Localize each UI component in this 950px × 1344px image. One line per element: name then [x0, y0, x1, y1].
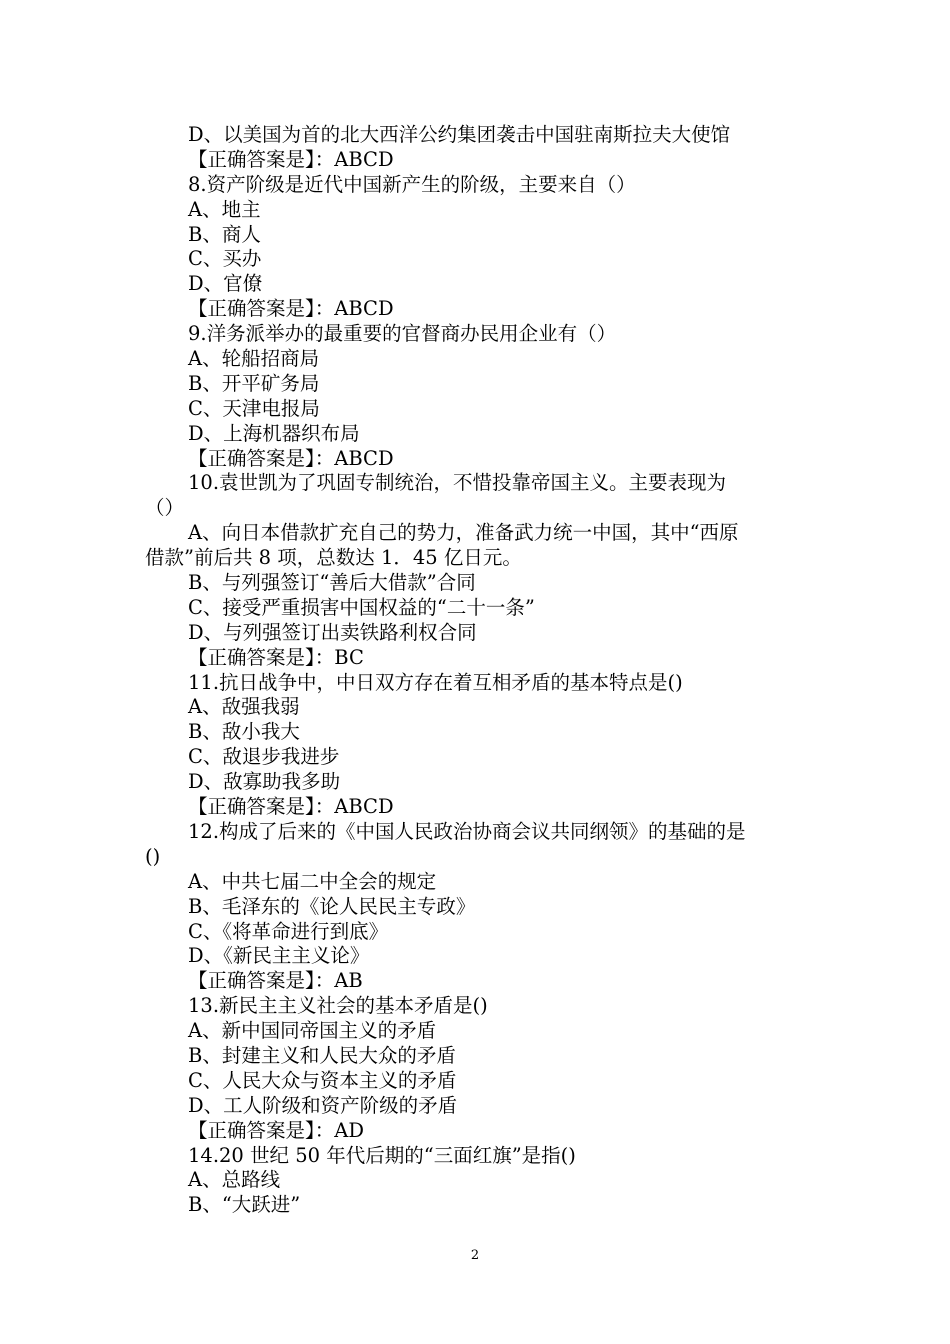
- question-text-continuation: （）: [145, 496, 185, 520]
- option-text: C、买办: [188, 247, 262, 271]
- option-text: A、地主: [188, 197, 261, 221]
- document-body: [145, 123, 807, 1218]
- option-text: A、向日本借款扩充自己的势力，准备武力统一中国，其中“西原: [188, 521, 739, 545]
- option-text: D、《新民主主义论》: [188, 944, 370, 968]
- option-text: C、敌退步我进步: [188, 745, 340, 769]
- option-text: B、敌小我大: [188, 720, 300, 744]
- question-text: 10.袁世凯为了巩固专制统治，不惜投靠帝国主义。主要表现为: [188, 471, 727, 495]
- option-text: D、官僚: [188, 272, 263, 296]
- option-text: C、天津电报局: [188, 396, 320, 420]
- question-text-continuation: (): [145, 844, 161, 868]
- option-text: B、与列强签订“善后大借款”合同: [188, 571, 476, 595]
- option-text: C、接受严重损害中国权益的“二十一条”: [188, 595, 535, 619]
- answer-text: 【正确答案是】：ABCD: [188, 147, 394, 171]
- option-text: B、开平矿务局: [188, 371, 320, 395]
- answer-text: 【正确答案是】：AD: [188, 1118, 364, 1142]
- question-text: 9.洋务派举办的最重要的官督商办民用企业有（）: [188, 322, 617, 346]
- option-text: A、中共七届二中全会的规定: [188, 869, 437, 893]
- question-text: 11.抗日战争中，中日双方存在着互相矛盾的基本特点是(): [188, 670, 683, 694]
- question-text: 8.资产阶级是近代中国新产生的阶级，主要来自（）: [188, 172, 636, 196]
- page-number: 2: [470, 1248, 480, 1263]
- question-text: 14.20 世纪 50 年代后期的“三面红旗”是指(): [188, 1143, 576, 1167]
- option-text: D、敌寡助我多助: [188, 770, 341, 794]
- option-text: A、敌强我弱: [188, 695, 300, 719]
- option-text: B、“大跃进”: [188, 1193, 301, 1217]
- option-text: D、以美国为首的北大西洋公约集团袭击中国驻南斯拉夫大使馆: [188, 123, 731, 146]
- option-text: D、上海机器织布局: [188, 421, 360, 445]
- answer-text: 【正确答案是】：ABCD: [188, 297, 394, 321]
- option-text: B、商人: [188, 222, 261, 246]
- answer-text: 【正确答案是】：ABCD: [188, 795, 394, 819]
- question-text: 12.构成了后来的《中国人民政治协商会议共同纲领》的基础的是: [188, 819, 746, 843]
- option-text: C、《将革命进行到底》: [188, 919, 389, 943]
- option-text: A、新中国同帝国主义的矛盾: [188, 1019, 437, 1043]
- answer-text: 【正确答案是】：AB: [188, 969, 363, 993]
- option-text: C、人民大众与资本主义的矛盾: [188, 1068, 457, 1092]
- option-text: A、轮船招商局: [188, 347, 320, 371]
- question-text: 13.新民主主义社会的基本矛盾是(): [188, 994, 488, 1018]
- option-text: B、毛泽东的《论人民民主专政》: [188, 894, 476, 918]
- option-text: B、封建主义和人民大众的矛盾: [188, 1043, 456, 1067]
- option-text: D、与列强签订出卖铁路利权合同: [188, 620, 477, 644]
- answer-text: 【正确答案是】：BC: [188, 645, 364, 669]
- option-text: A、总路线: [188, 1168, 281, 1192]
- option-text: D、工人阶级和资产阶级的矛盾: [188, 1093, 458, 1117]
- answer-text: 【正确答案是】：ABCD: [188, 446, 394, 470]
- option-text-continuation: 借款”前后共 8 项，总数达 1．45 亿日元。: [145, 546, 522, 570]
